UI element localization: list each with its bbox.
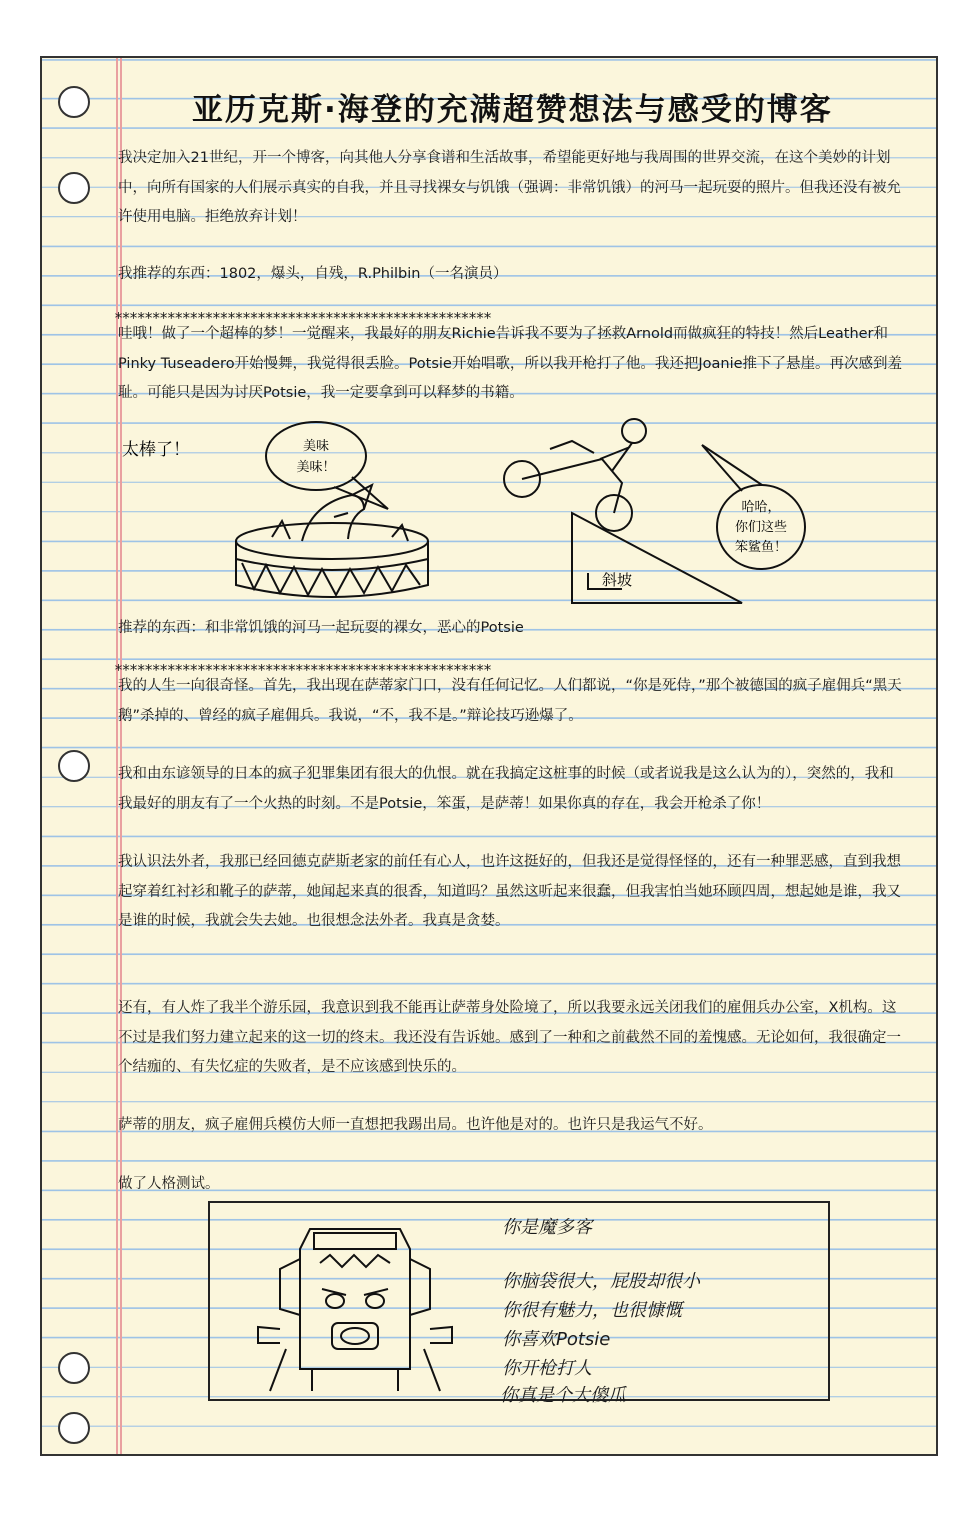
page-title: 亚历克斯·海登的充满超赞想法与感受的博客 bbox=[192, 92, 833, 128]
personality-result-box bbox=[208, 1201, 830, 1406]
dream-paragraph: 哇哦！做了一个超棒的梦！一觉醒来，我最好的朋友Richie告诉我不要为了拯救Arnold而做疯狂的特技！然后Leather和Pinky Tuseadero开始慢舞，我觉得很丢脸。Potsie开始唱歌，所以我开枪打了他。我还把Joanie推下了悬崖。再次感到羞耻。可能只是因为讨厌Potsie，我一定要拿到可以释梦的书籍。 bbox=[118, 326, 903, 401]
binder-hole bbox=[58, 86, 90, 118]
haha-line-1: 哈哈， bbox=[741, 500, 781, 515]
separator-2: ************************************************** bbox=[114, 662, 491, 678]
cartoon-illustration bbox=[102, 413, 862, 613]
life-paragraph: 我的人生一向很奇怪。首先，我出现在萨蒂家门口，没有任何记忆。人们都说，“你是死侍，”那个被德国的疯子雇佣兵“黑天鹅”杀掉的、曾经的疯子雇佣兵。我说，“不，我不是。”辩论技巧逊爆了。 bbox=[118, 678, 902, 724]
result-line: 你脑袋很大，屁股却很小 bbox=[502, 1271, 700, 1292]
binder-hole bbox=[58, 1412, 90, 1444]
yummy-line-2: 美味！ bbox=[296, 460, 336, 475]
ramp-label: 斜坡 bbox=[602, 571, 633, 589]
separator-1: ************************************************** bbox=[114, 310, 491, 326]
rider-head-icon bbox=[622, 419, 646, 443]
bombing-paragraph: 还有，有人炸了我半个游乐园，我意识到我不能再让萨蒂身处险境了，所以我要永远关闭我们的雇佣兵办公室，X机构。这不过是我们努力建立起来的这一切的终末。我还没有告诉她。感到了一种和之前截然不同的羞愧感。无论如何，我很确定一个结痂的、有失忆症的失败者，是不应该感到快乐的。 bbox=[118, 1000, 901, 1075]
motorcycle-frame-icon bbox=[522, 459, 622, 513]
friend-paragraph: 萨蒂的朋友，疯子雇佣兵模仿大师一直想把我踢出局。也许他是对的。也许只是我运气不好。 bbox=[118, 1117, 713, 1133]
result-line: 你很有魅力，也很慷慨 bbox=[502, 1300, 682, 1321]
result-title: 你是魔多客 bbox=[502, 1217, 592, 1238]
yummy-line-1: 美味 bbox=[302, 439, 330, 454]
modok-icon bbox=[250, 1219, 460, 1394]
haha-line-2: 你们这些 bbox=[734, 520, 788, 535]
result-line: 你喜欢Potsie bbox=[502, 1329, 611, 1350]
recommend-paragraph-1: 我推荐的东西：1802，爆头，自残，R.Philbin（一名演员） bbox=[118, 266, 508, 282]
binder-hole bbox=[58, 1352, 90, 1384]
test-paragraph: 做了人格测试。 bbox=[118, 1176, 220, 1192]
caption-great: 太棒了！ bbox=[122, 440, 190, 460]
binder-hole bbox=[58, 750, 90, 782]
outlaw-paragraph: 我认识法外者，我那已经回德克萨斯老家的前任有心人，也许这挺好的，但我还是觉得怪怪的，还有一种罪恶感，直到我想起穿着红衬衫和靴子的萨蒂，她闻起来真的很香，知道吗？虽然这听起来很蠢，但我害怕当她环顾四周，想起她是谁，我又是谁的时候，我就会失去她。也很想念法外者。我真是贪婪。 bbox=[118, 854, 901, 929]
result-line: 你真是个大傻瓜 bbox=[500, 1385, 626, 1406]
intro-paragraph: 我决定加入21世纪，开一个博客，向其他人分享食谱和生活故事，希望能更好地与我周围的世界交流，在这个美妙的计划中，向所有国家的人们展示真实的自我，并且寻找裸女与饥饿（强调：非常饥饿）的河马一起玩耍的照片。但我还没有被允许使用电脑。拒绝放弃计划！ bbox=[118, 150, 901, 225]
binder-hole bbox=[58, 172, 90, 204]
recommend-paragraph-2: 推荐的东西：和非常饥饿的河马一起玩耍的裸女，恶心的Potsie bbox=[118, 620, 524, 636]
speech-bubble-yummy bbox=[266, 422, 366, 490]
result-line: 你开枪打人 bbox=[502, 1358, 592, 1379]
notebook-page bbox=[40, 56, 938, 1456]
shark-icon bbox=[302, 495, 364, 541]
grudge-paragraph: 我和由东谚领导的日本的疯子犯罪集团有很大的仇恨。就在我搞定这桩事的时候（或者说我是这么认为的），突然的，我和我最好的朋友有了一个火热的时刻。不是Potsie，笨蛋，是萨蒂！如果你真的存在，我会开枪杀了你！ bbox=[118, 766, 894, 812]
haha-line-3: 笨鲨鱼！ bbox=[734, 540, 788, 555]
